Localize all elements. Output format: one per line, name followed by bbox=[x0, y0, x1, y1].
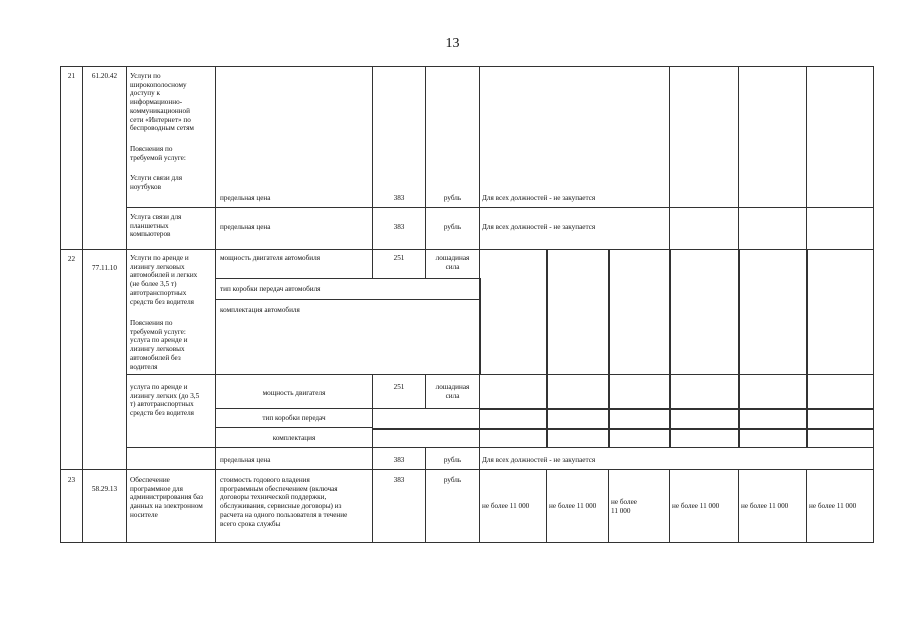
row22-sub2-hline bbox=[372, 428, 874, 430]
row21-sub2-c2 bbox=[669, 207, 739, 250]
row22-right-block bbox=[479, 249, 874, 375]
row23-code-cell bbox=[82, 469, 127, 543]
row21-sub2-value: Для всех должностей - не закупается bbox=[482, 223, 596, 231]
row22-sub2-name: услуга по аренде и лизингу легких (до 3,5 т) автотранспортных средств без водителя bbox=[130, 383, 200, 418]
row22-sub2-vline-4 bbox=[738, 374, 740, 448]
row22-price-unit: рубль bbox=[443, 456, 462, 464]
row22-sub2-char3: комплектация bbox=[272, 434, 316, 442]
row21-sub1-char: предельная цена bbox=[220, 194, 271, 202]
page-number: 13 bbox=[445, 36, 460, 51]
row22-sub2-char1: мощность двигателя bbox=[262, 389, 326, 397]
row22-price-char: предельная цена bbox=[220, 456, 271, 464]
row21-sub1-code: 383 bbox=[393, 194, 405, 202]
row22-sub2-char2: тип коробки передач bbox=[262, 414, 326, 422]
row23-char: стоимость годового владения программным обеспечением (включая договоры технической поддержки, обслуживания, сервисные договоры) из расчета на одного пользователя в течение всего срока службы bbox=[220, 476, 348, 528]
row21-c2 bbox=[669, 66, 739, 208]
row23-value-3: не более 11 000 bbox=[611, 498, 637, 515]
row21-unit-cell bbox=[425, 66, 480, 208]
row22-char2: тип коробки передач автомобиля bbox=[220, 285, 321, 293]
row23-value-1: не более 11 000 bbox=[482, 502, 530, 510]
row22-code-cell bbox=[82, 249, 127, 470]
row22-sub2-char1-code: 251 bbox=[393, 383, 405, 391]
row21-c1 bbox=[479, 66, 670, 208]
row21-note-title: Пояснения по требуемой услуге: bbox=[130, 145, 186, 162]
row22-sub2-char1-unit: лошадиная сила bbox=[435, 383, 470, 400]
row22-sub2-hline2 bbox=[479, 408, 874, 410]
row22-price-code: 383 bbox=[393, 456, 405, 464]
row22-vline-5 bbox=[806, 249, 808, 375]
row22-sub2-right bbox=[479, 374, 874, 448]
row22-sub2-vline-2 bbox=[608, 374, 610, 448]
row21-sub2-code: 383 bbox=[393, 223, 405, 231]
row21-num-cell bbox=[60, 66, 83, 250]
row21-sub1-unit: рубль bbox=[443, 194, 462, 202]
row21-number: 21 bbox=[67, 72, 76, 80]
row22-vline-1 bbox=[546, 249, 548, 375]
row21-sub2-char: предельная цена bbox=[220, 223, 271, 231]
row23-value-6: не более 11 000 bbox=[809, 502, 857, 510]
row21-sub1-name: Услуги связи для ноутбуков bbox=[130, 174, 183, 191]
row21-c3 bbox=[738, 66, 807, 208]
row23-unit: рубль bbox=[443, 476, 462, 484]
row23-okpd-code: 58.29.13 bbox=[91, 485, 118, 493]
row22-okpd-code: 77.11.10 bbox=[92, 264, 117, 272]
row21-service-name: Услуги по широкополосному доступу к информационно- коммуникационной сети «Интернет» по беспроводным сетям bbox=[130, 72, 194, 133]
row21-sub2-name: Услуга связи для планшетных компьютеров bbox=[130, 213, 182, 239]
row21-sub1-value: Для всех должностей - не закупается bbox=[482, 194, 596, 202]
row23-value-4: не более 11 000 bbox=[672, 502, 720, 510]
row22-number: 22 bbox=[67, 255, 76, 263]
row22-price-value: Для всех должностей - не закупается bbox=[482, 456, 596, 464]
row22-vline-4 bbox=[738, 249, 740, 375]
row21-code-cell bbox=[82, 66, 127, 250]
row21-sub2-unit: рубль bbox=[443, 223, 462, 231]
row22-service-name: Услуги по аренде и лизингу легковых автомобилей и легких (не более 3,5 т) автотранспортных средств без водителя bbox=[130, 254, 198, 306]
row22-char1-unit: лошадиная сила bbox=[435, 254, 470, 271]
row23-value-5: не более 11 000 bbox=[741, 502, 789, 510]
row21-okpd-code: 61.20.42 bbox=[91, 72, 118, 80]
row22-vline-3 bbox=[669, 249, 671, 375]
row21-c4 bbox=[806, 66, 874, 208]
row22-sub2-vline-1 bbox=[546, 374, 548, 448]
row21-code2-cell bbox=[372, 66, 426, 208]
row22-num-cell bbox=[60, 249, 83, 470]
row22-sub2-vline-3 bbox=[669, 374, 671, 448]
row23-value-2: не более 11 000 bbox=[549, 502, 597, 510]
row21-char-cell bbox=[215, 66, 373, 208]
row22-vline-2 bbox=[608, 249, 610, 375]
row21-sub2-c3 bbox=[738, 207, 807, 250]
row22-char1-code: 251 bbox=[393, 254, 405, 262]
row23-service-name: Обеспечение программное для администрирования баз данных на электронном носителе bbox=[130, 476, 203, 519]
specification-table bbox=[60, 66, 874, 543]
row22-char1: мощность двигателя автомобиля bbox=[220, 254, 321, 262]
row22-price-left bbox=[126, 447, 216, 470]
row21-sub2-c4 bbox=[806, 207, 874, 250]
row22-sub2-vline-5 bbox=[806, 374, 808, 448]
row23-code2: 383 bbox=[393, 476, 405, 484]
row22-note: Пояснения по требуемой услуге: услуга по аренде и лизингу легковых автомобилей без водителя bbox=[130, 319, 188, 371]
row23-number: 23 bbox=[67, 476, 76, 484]
row22-char3: комплектация автомобиля bbox=[220, 306, 300, 314]
